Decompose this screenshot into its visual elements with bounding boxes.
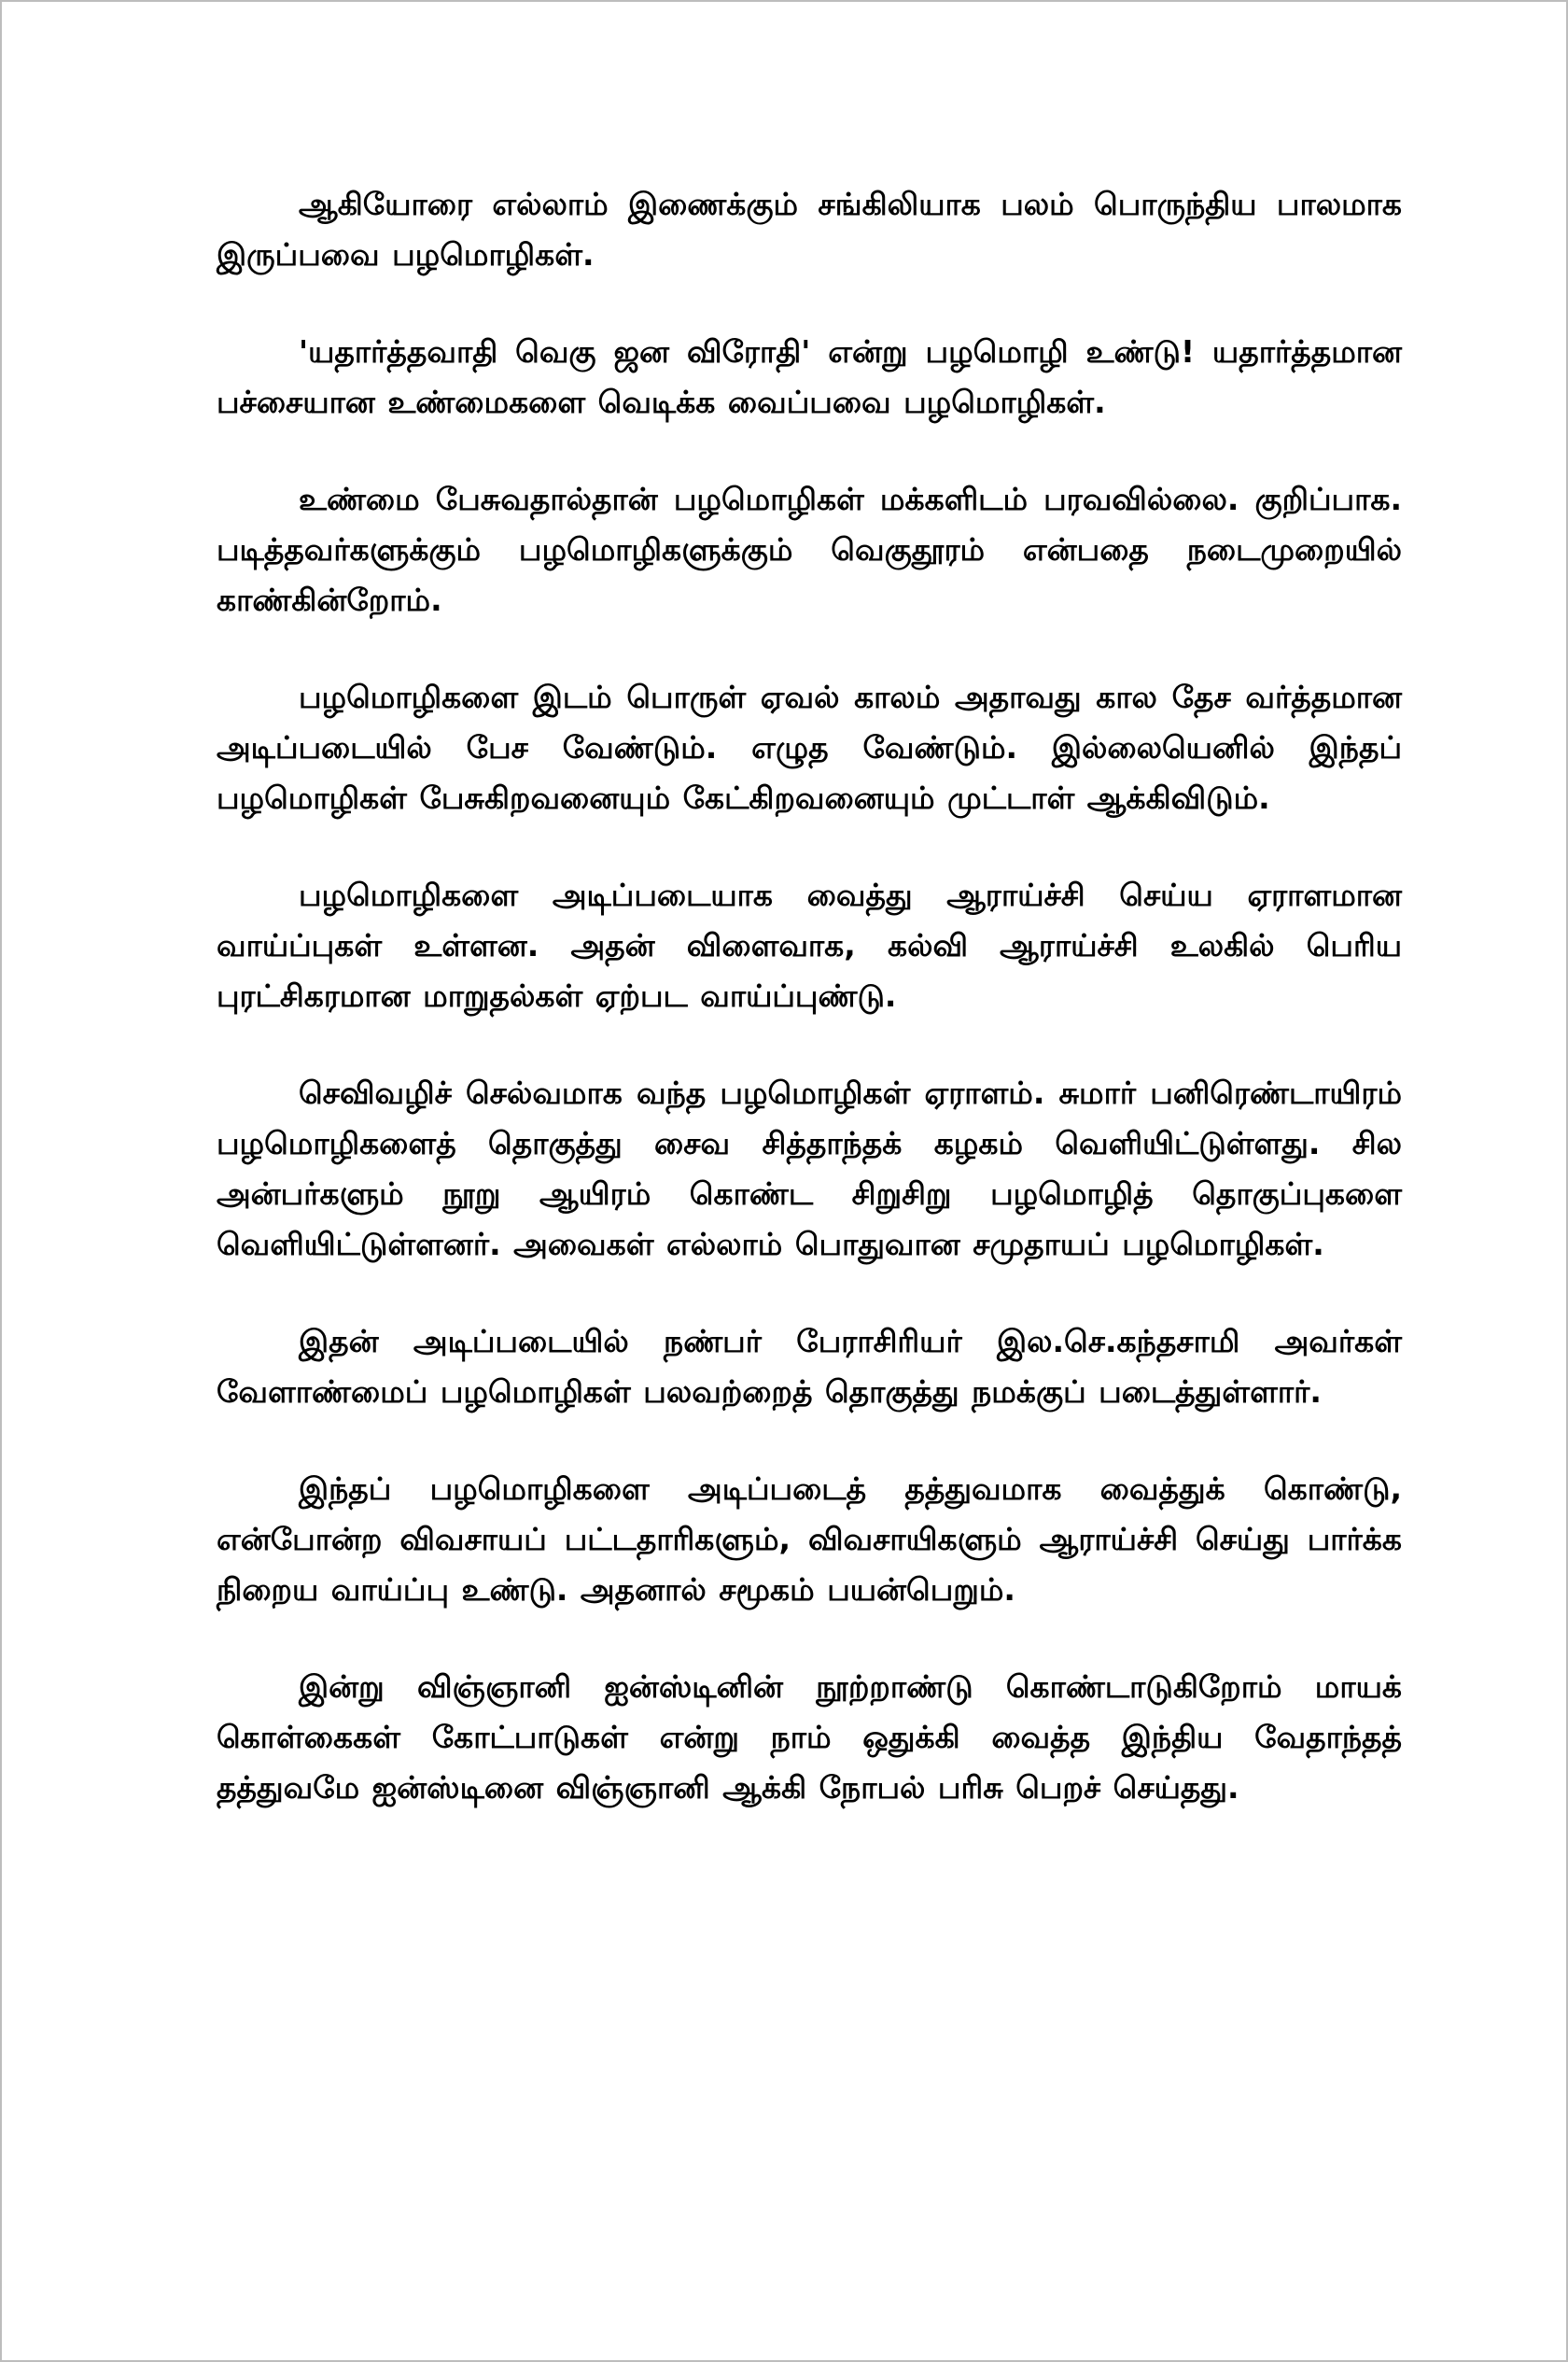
paragraph-6: செவிவழிச் செல்வமாக வந்த பழமொழிகள் ஏராளம். சுமார் பனிரெண்டாயிரம் பழமொழிகளைத் தொகுத்து சைவ சித்தாந்தக் கழகம் வெளியிட்டுள்ளது. சில அன்பர்களும் நூறு ஆயிரம் கொண்ட சிறுசிறு பழமொழித் தொகுப்புகளை வெளியிட்டுள்ளனர். அவைகள் எல்லாம் பொதுவான சமுதாயப் பழமொழிகள். — [217, 1075, 1402, 1262]
paragraph-2: 'யதார்த்தவாதி வெகு ஜன விரோதி' என்று பழமொழி உண்டு! யதார்த்தமான பச்சையான உண்மைகளை வெடிக்க வைப்பவை பழமொழிகள். — [217, 333, 1402, 420]
paragraph-5: பழமொழிகளை அடிப்படையாக வைத்து ஆராய்ச்சி செய்ய ஏராளமான வாய்ப்புகள் உள்ளன. அதன் விளைவாக, கல்வி ஆராய்ச்சி உலகில் பெரிய புரட்சிகரமான மாறுதல்கள் ஏற்பட வாய்ப்புண்டு. — [217, 877, 1402, 1014]
page-body — [217, 179, 1402, 1860]
paragraph-9: இன்று விஞ்ஞானி ஐன்ஸ்டினின் நூற்றாண்டு கொண்டாடுகிறோம் மாயக் கொள்கைகள் கோட்பாடுகள் என்று நாம் ஒதுக்கி வைத்த இந்திய வேதாந்தத் தத்துவமே ஐன்ஸ்டினை விஞ்ஞானி ஆக்கி நோபல் பரிசு பெறச் செய்தது. — [217, 1668, 1402, 1806]
paragraph-4: பழமொழிகளை இடம் பொருள் ஏவல் காலம் அதாவது கால தேச வர்த்தமான அடிப்படையில் பேச வேண்டும். எழுத வேண்டும். இல்லையெனில் இந்தப் பழமொழிகள் பேசுகிறவனையும் கேட்கிறவனையும் முட்டாள் ஆக்கிவிடும். — [217, 679, 1402, 816]
paragraph-3: உண்மை பேசுவதால்தான் பழமொழிகள் மக்களிடம் பரவவில்லை. குறிப்பாக. படித்தவர்களுக்கும் பழமொழிகளுக்கும் வெகுதூரம் என்பதை நடைமுறையில் காண்கின்றோம். — [217, 481, 1402, 618]
paragraph-8: இந்தப் பழமொழிகளை அடிப்படைத் தத்துவமாக வைத்துக் கொண்டு, என்போன்ற விவசாயப் பட்டதாரிகளும், விவசாயிகளும் ஆராய்ச்சி செய்து பார்க்க நிறைய வாய்ப்பு உண்டு. அதனால் சமூகம் பயன்பெறும். — [217, 1470, 1402, 1608]
paragraph-7: இதன் அடிப்படையில் நண்பர் பேராசிரியர் இல.செ.கந்தசாமி அவர்கள் வேளாண்மைப் பழமொழிகள் பலவற்றைத் தொகுத்து நமக்குப் படைத்துள்ளார். — [217, 1323, 1402, 1410]
paragraph-1: ஆகியோரை எல்லாம் இணைக்கும் சங்கிலியாக பலம் பொருந்திய பாலமாக இருப்பவை பழமொழிகள். — [217, 186, 1402, 273]
